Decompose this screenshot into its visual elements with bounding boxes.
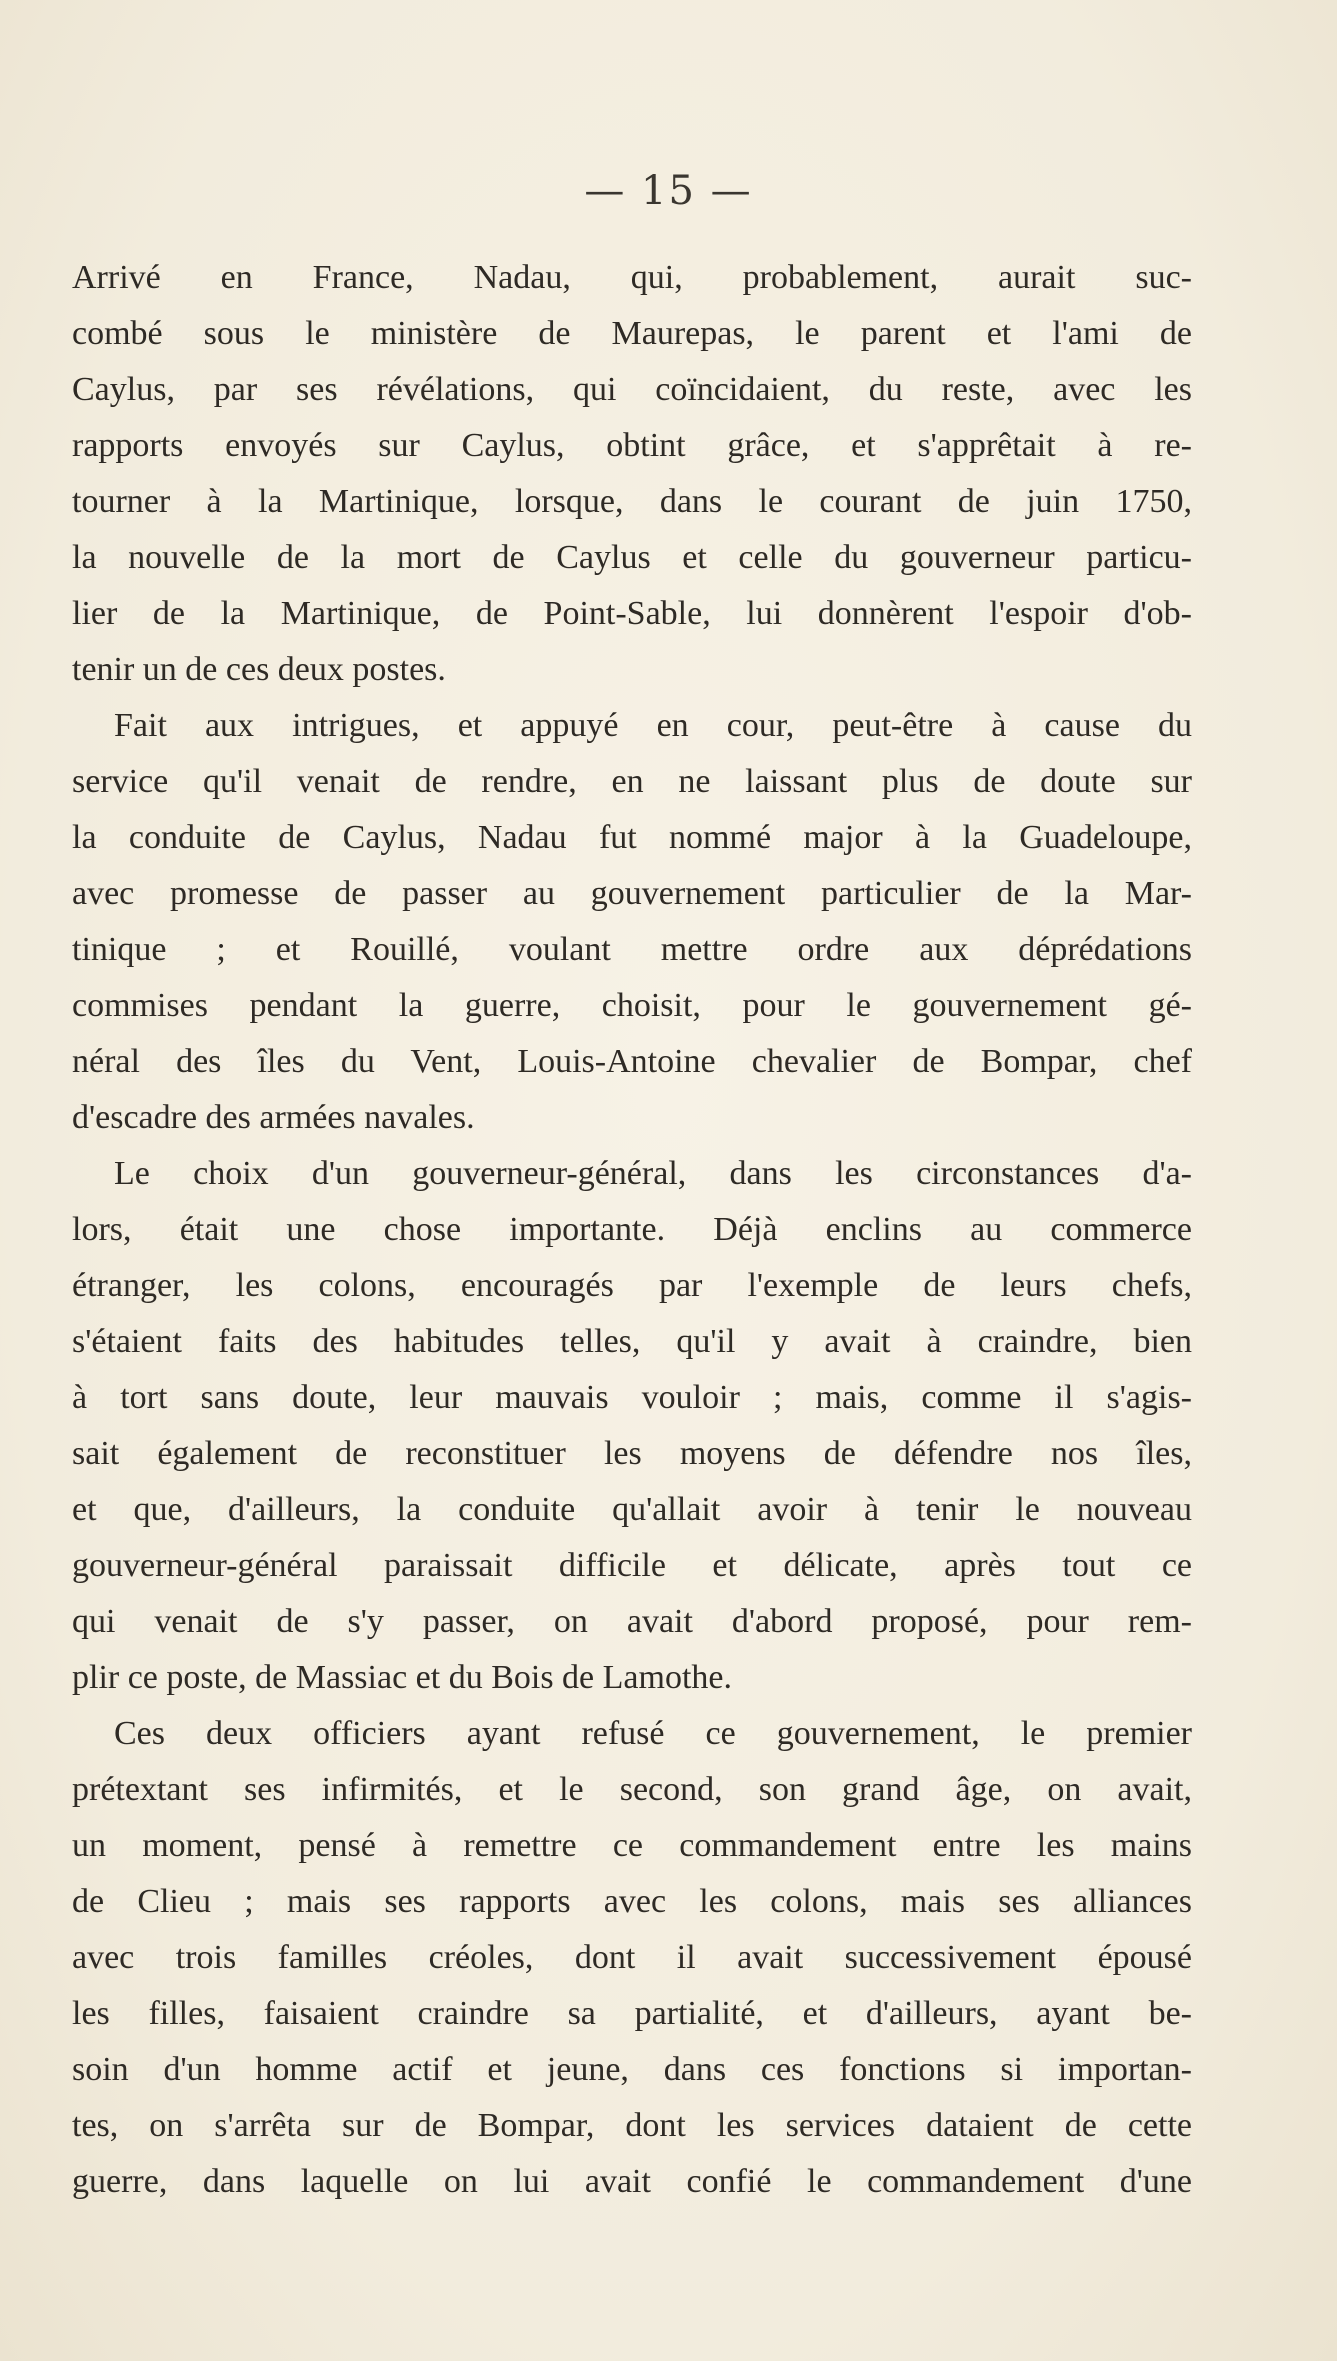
text-line: lier de la Martinique, de Point-Sable, lui donnèrent l'espoir d'ob- <box>72 595 1192 632</box>
text-line: néral des îles du Vent, Louis-Antoine chevalier de Bompar, chef <box>72 1043 1192 1080</box>
text-line: de Clieu ; mais ses rapports avec les colons, mais ses alliances <box>72 1883 1192 1920</box>
text-line: lors, était une chose importante. Déjà enclins au commerce <box>72 1211 1192 1248</box>
text-line: tenir un de ces deux postes. <box>72 651 446 688</box>
text-line: les filles, faisaient craindre sa partialité, et d'ailleurs, ayant be- <box>72 1995 1192 2032</box>
text-line: soin d'un homme actif et jeune, dans ces fonctions si importan- <box>72 2051 1192 2088</box>
text-line: sait également de reconstituer les moyens de défendre nos îles, <box>72 1435 1192 1472</box>
text-line: la nouvelle de la mort de Caylus et celle du gouverneur particu- <box>72 539 1192 576</box>
text-line: rapports envoyés sur Caylus, obtint grâce, et s'apprêtait à re- <box>72 427 1192 464</box>
text-line: avec trois familles créoles, dont il avait successivement épousé <box>72 1939 1192 1976</box>
paragraph-4 <box>72 1706 1192 2210</box>
text-line: guerre, dans laquelle on lui avait confié le commandement d'une <box>72 2163 1192 2200</box>
page-number: — 15 — <box>584 168 753 214</box>
text-line: service qu'il venait de rendre, en ne laissant plus de doute sur <box>72 763 1192 800</box>
text-line: un moment, pensé à remettre ce commandement entre les mains <box>72 1827 1192 1864</box>
text-line: prétextant ses infirmités, et le second, son grand âge, on avait, <box>72 1771 1192 1808</box>
paragraph-2 <box>72 698 1192 1146</box>
text-line: Fait aux intrigues, et appuyé en cour, peut-être à cause du <box>114 707 1192 744</box>
text-line: et que, d'ailleurs, la conduite qu'allait avoir à tenir le nouveau <box>72 1491 1192 1528</box>
paragraph-1 <box>72 250 1192 698</box>
text-line: à tort sans doute, leur mauvais vouloir ; mais, comme il s'agis- <box>72 1379 1192 1416</box>
text-line: Arrivé en France, Nadau, qui, probablement, aurait suc- <box>72 259 1192 296</box>
text-line: tourner à la Martinique, lorsque, dans le courant de juin 1750, <box>72 483 1192 520</box>
text-line: combé sous le ministère de Maurepas, le parent et l'ami de <box>72 315 1192 352</box>
text-line: s'étaient faits des habitudes telles, qu'il y avait à craindre, bien <box>72 1323 1192 1360</box>
body-text <box>72 250 1192 2210</box>
text-line: commises pendant la guerre, choisit, pour le gouvernement gé- <box>72 987 1192 1024</box>
text-line: tinique ; et Rouillé, voulant mettre ordre aux déprédations <box>72 931 1192 968</box>
text-line: gouverneur-général paraissait difficile et délicate, après tout ce <box>72 1547 1192 1584</box>
text-line: plir ce poste, de Massiac et du Bois de Lamothe. <box>72 1659 732 1696</box>
text-line: Caylus, par ses révélations, qui coïncidaient, du reste, avec les <box>72 371 1192 408</box>
paragraph-3 <box>72 1146 1192 1706</box>
text-line: qui venait de s'y passer, on avait d'abord proposé, pour rem- <box>72 1603 1192 1640</box>
text-line: avec promesse de passer au gouvernement particulier de la Mar- <box>72 875 1192 912</box>
text-line: Le choix d'un gouverneur-général, dans les circonstances d'a- <box>114 1155 1192 1192</box>
text-line: la conduite de Caylus, Nadau fut nommé major à la Guadeloupe, <box>72 819 1192 856</box>
text-line: Ces deux officiers ayant refusé ce gouvernement, le premier <box>114 1715 1192 1752</box>
text-line: étranger, les colons, encouragés par l'exemple de leurs chefs, <box>72 1267 1192 1304</box>
text-line: d'escadre des armées navales. <box>72 1099 475 1136</box>
text-line: tes, on s'arrêta sur de Bompar, dont les services dataient de cette <box>72 2107 1192 2144</box>
